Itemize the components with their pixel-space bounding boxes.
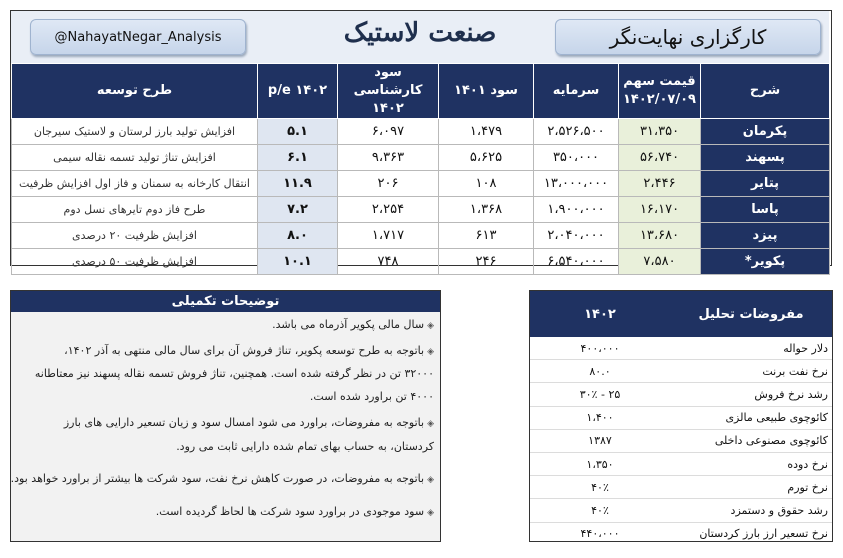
assumption-label: نرخ دوده: [670, 452, 832, 475]
table-row: [530, 476, 832, 499]
notes-body: [11, 312, 440, 541]
table-row: [12, 119, 830, 145]
assumption-value: ۴۰۰،۰۰۰: [530, 337, 670, 360]
assumption-label: نرخ نفت برنت: [670, 360, 832, 383]
bullet-icon: ◈: [427, 475, 434, 485]
notes-title: توضیحات تکمیلی: [11, 291, 440, 312]
bullet-icon: ◈: [427, 508, 434, 518]
assumption-label: نرخ تسعیر ارز بارز کردستان: [670, 522, 832, 542]
assumption-label: نرخ تورم: [670, 476, 832, 499]
capital-cell: ۱،۹۰۰،۰۰۰: [534, 197, 619, 223]
table-row: [530, 383, 832, 406]
pe-cell: ۱۱.۹: [258, 171, 338, 197]
pe-cell: ۶.۱: [258, 145, 338, 171]
profit-1401-cell: ۵،۶۲۵: [439, 145, 534, 171]
note-line: ◈باتوجه به مفروضات، در صورت کاهش نرخ نفت، سود شرکت ها بیشتر از براورد خواهد بود.: [10, 472, 434, 485]
company-name-cell: پاسا: [701, 197, 830, 223]
note-line: کردستان، به حساب بهای تمام شده دارایی ثابت می رود.: [176, 440, 434, 453]
table-row: [530, 406, 832, 429]
table-row: [12, 223, 830, 249]
table-row: [530, 360, 832, 383]
pe-cell: ۱۰.۱: [258, 249, 338, 275]
col-header-expert-profit: سود کارشناسی ۱۴۰۲: [338, 64, 439, 119]
assumption-label: کائوچوی مصنوعی داخلی: [670, 429, 832, 452]
company-name-cell: پکویر*: [701, 249, 830, 275]
assumption-value: ۱،۴۰۰: [530, 406, 670, 429]
plan-cell: افزایش تناژ تولید تسمه نقاله سیمی: [12, 145, 258, 171]
col-header-price: قیمت سهم ۱۴۰۲/۰۷/۰۹: [619, 64, 701, 119]
expert-profit-cell: ۹،۳۶۳: [338, 145, 439, 171]
profit-1401-cell: ۱،۴۷۹: [439, 119, 534, 145]
capital-cell: ۱۳،۰۰۰،۰۰۰: [534, 171, 619, 197]
assumption-value: ۴۴۰،۰۰۰: [530, 522, 670, 542]
assumption-label: دلار حواله: [670, 337, 832, 360]
note-line: ◈باتوجه به مفروضات، براورد می شود امسال سود و زیان تسعیر دارایی های بارز: [63, 416, 434, 429]
plan-cell: افزایش ظرفیت ۲۰ درصدی: [12, 223, 258, 249]
capital-cell: ۳۵۰،۰۰۰: [534, 145, 619, 171]
profit-1401-cell: ۲۴۶: [439, 249, 534, 275]
bullet-icon: ◈: [427, 347, 434, 357]
col-header-plan: طرح توسعه: [12, 64, 258, 119]
table-row: [530, 452, 832, 475]
table-row: [12, 197, 830, 223]
assumptions-box: [529, 290, 833, 542]
assumption-label: رشد حقوق و دستمزد: [670, 499, 832, 522]
pe-cell: ۵.۱: [258, 119, 338, 145]
capital-cell: ۲،۰۴۰،۰۰۰: [534, 223, 619, 249]
expert-profit-cell: ۲۰۶: [338, 171, 439, 197]
assumptions-table: [530, 291, 832, 542]
pe-cell: ۸.۰: [258, 223, 338, 249]
assumption-value: ۸۰.۰: [530, 360, 670, 383]
assumption-value: ۲۵ - ۳۰٪: [530, 383, 670, 406]
note-line: ۳۲۰۰۰ تن در نظر گرفته شده است. همچنین، تناژ فروش تسمه نقاله پسهند نیز معتاطانه: [34, 367, 434, 380]
price-cell: ۱۳،۶۸۰: [619, 223, 701, 249]
company-name-cell: پتایر: [701, 171, 830, 197]
table-row: [530, 337, 832, 360]
note-line: ۴۰۰۰ تن براورد شده است.: [309, 390, 434, 403]
assumption-value: ۱،۳۵۰: [530, 452, 670, 475]
table-row: [12, 171, 830, 197]
table-row: [530, 499, 832, 522]
plan-cell: انتقال کارخانه به سمنان و فاز اول افزایش ظرفیت: [12, 171, 258, 197]
company-name-cell: پکرمان: [701, 119, 830, 145]
note-line: ◈سود موجودی در براورد سود شرکت ها لحاظ گردیده است.: [155, 505, 434, 518]
bullet-icon: ◈: [427, 321, 434, 331]
page-title: صنعت لاستیک: [343, 18, 497, 48]
company-name-cell: پسهند: [701, 145, 830, 171]
plan-cell: طرح فاز دوم تایرهای نسل دوم: [12, 197, 258, 223]
company-name-cell: پیزد: [701, 223, 830, 249]
table-row: [530, 522, 832, 542]
col-header-pe: p/e ۱۴۰۲: [258, 64, 338, 119]
expert-profit-cell: ۱،۷۱۷: [338, 223, 439, 249]
price-cell: ۳۱،۳۵۰: [619, 119, 701, 145]
price-cell: ۱۶،۱۷۰: [619, 197, 701, 223]
pe-cell: ۷.۲: [258, 197, 338, 223]
profit-1401-cell: ۶۱۳: [439, 223, 534, 249]
profit-1401-cell: ۱۰۸: [439, 171, 534, 197]
plan-cell: افزایش ظرفیت ۵۰ درصدی: [12, 249, 258, 275]
bullet-icon: ◈: [427, 419, 434, 429]
assumption-value: ۱۳۸۷: [530, 429, 670, 452]
assumption-value: ۴۰٪: [530, 476, 670, 499]
notes-box: [10, 290, 441, 542]
note-line: ◈سال مالی پکویر آذرماه می باشد.: [272, 318, 434, 331]
price-cell: ۲،۴۴۶: [619, 171, 701, 197]
assumption-label: رشد نرخ فروش: [670, 383, 832, 406]
channel-handle: @NahayatNegar_Analysis: [30, 19, 246, 55]
brokerage-name: کارگزاری نهایت‌نگر: [555, 19, 821, 55]
capital-cell: ۶،۵۴۰،۰۰۰: [534, 249, 619, 275]
profit-1401-cell: ۱،۳۶۸: [439, 197, 534, 223]
table-row: [12, 145, 830, 171]
expert-profit-cell: ۶،۰۹۷: [338, 119, 439, 145]
table-row: [12, 249, 830, 275]
col-header-name: شرح: [701, 64, 830, 119]
price-cell: ۷،۵۸۰: [619, 249, 701, 275]
capital-cell: ۲،۵۲۶،۵۰۰: [534, 119, 619, 145]
col-header-capital: سرمایه: [534, 64, 619, 119]
expert-profit-cell: ۷۴۸: [338, 249, 439, 275]
assumptions-title: مفروضات تحلیل: [670, 291, 832, 337]
price-cell: ۵۶،۷۴۰: [619, 145, 701, 171]
col-header-profit-1401: سود ۱۴۰۱: [439, 64, 534, 119]
assumption-value: ۴۰٪: [530, 499, 670, 522]
table-row: [530, 429, 832, 452]
expert-profit-cell: ۲،۲۵۴: [338, 197, 439, 223]
companies-table: [11, 63, 830, 275]
note-line: ◈باتوجه به طرح توسعه پکویر، تناژ فروش آن برای سال مالی منتهی به آذر ۱۴۰۲،: [64, 344, 434, 357]
assumptions-year-header: ۱۴۰۲: [530, 291, 670, 337]
assumption-label: کائوچوی طبیعی مالزی: [670, 406, 832, 429]
plan-cell: افزایش تولید بارز لرستان و لاستیک سیرجان: [12, 119, 258, 145]
